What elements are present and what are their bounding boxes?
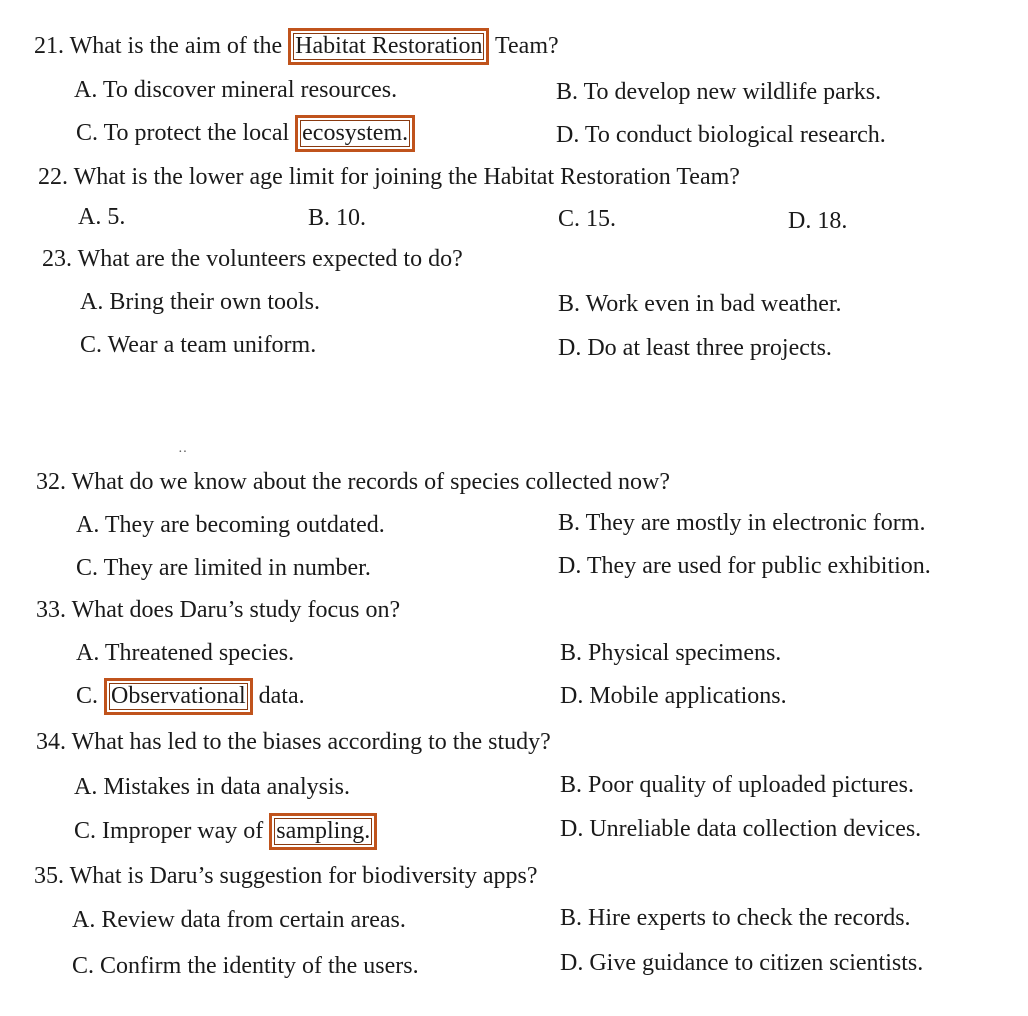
option-22-b: B. 10. [308, 205, 367, 231]
option-33-d: D. Mobile applications. [560, 683, 787, 709]
option-34-d: D. Unreliable data collection devices. [560, 816, 922, 842]
option-21-d: D. To conduct biological research. [556, 122, 886, 148]
question-32: 32. What do we know about the records of species collected now? [36, 469, 671, 495]
question-21 [34, 34, 559, 58]
option-34-c-pre: C. Improper way of [74, 818, 270, 844]
option-21-b: B. To develop new wildlife parks. [556, 79, 882, 105]
option-21-a: A. To discover mineral resources. [74, 77, 398, 103]
option-22-c: C. 15. [558, 206, 617, 232]
question-33: 33. What does Daru’s study focus on? [36, 597, 401, 623]
option-34-a: A. Mistakes in data analysis. [74, 774, 350, 800]
option-22-d: D. 18. [788, 208, 848, 234]
option-22-a: A. 5. [78, 204, 126, 230]
option-32-a: A. They are becoming outdated. [76, 512, 385, 538]
option-34-c [74, 819, 377, 843]
option-23-a: A. Bring their own tools. [80, 289, 320, 315]
option-35-a: A. Review data from certain areas. [72, 907, 406, 933]
option-33-a: A. Threatened species. [76, 640, 295, 666]
question-21-text-pre: 21. What is the aim of the [34, 33, 289, 59]
option-32-b: B. They are mostly in electronic form. [558, 510, 926, 536]
stray-mark: ·· [178, 445, 188, 460]
option-21-c-pre: C. To protect the local [76, 120, 296, 146]
option-32-d: D. They are used for public exhibition. [558, 553, 931, 579]
option-23-b: B. Work even in bad weather. [558, 291, 842, 317]
question-23: 23. What are the volunteers expected to do? [42, 246, 463, 272]
question-21-text-post: Team? [489, 33, 559, 59]
highlight-box-observational: Observational [104, 678, 253, 715]
option-21-c [76, 121, 415, 145]
option-33-c [76, 684, 305, 708]
question-35: 35. What is Daru’s suggestion for biodiversity apps? [34, 863, 538, 889]
highlight-box-habitat-restoration: Habitat Restoration [288, 28, 489, 65]
option-34-b: B. Poor quality of uploaded pictures. [560, 772, 914, 798]
option-23-d: D. Do at least three projects. [558, 335, 832, 361]
option-33-b: B. Physical specimens. [560, 640, 782, 666]
highlight-box-sampling: sampling. [269, 813, 377, 850]
question-22: 22. What is the lower age limit for joining the Habitat Restoration Team? [38, 164, 740, 190]
option-33-c-pre: C. [76, 683, 105, 709]
highlight-box-ecosystem: ecosystem. [295, 115, 415, 152]
option-35-c: C. Confirm the identity of the users. [72, 953, 419, 979]
option-32-c: C. They are limited in number. [76, 555, 371, 581]
option-23-c: C. Wear a team uniform. [80, 332, 317, 358]
option-35-d: D. Give guidance to citizen scientists. [560, 950, 924, 976]
question-34: 34. What has led to the biases according to the study? [36, 729, 551, 755]
option-33-c-post: data. [252, 683, 305, 709]
option-35-b: B. Hire experts to check the records. [560, 905, 911, 931]
